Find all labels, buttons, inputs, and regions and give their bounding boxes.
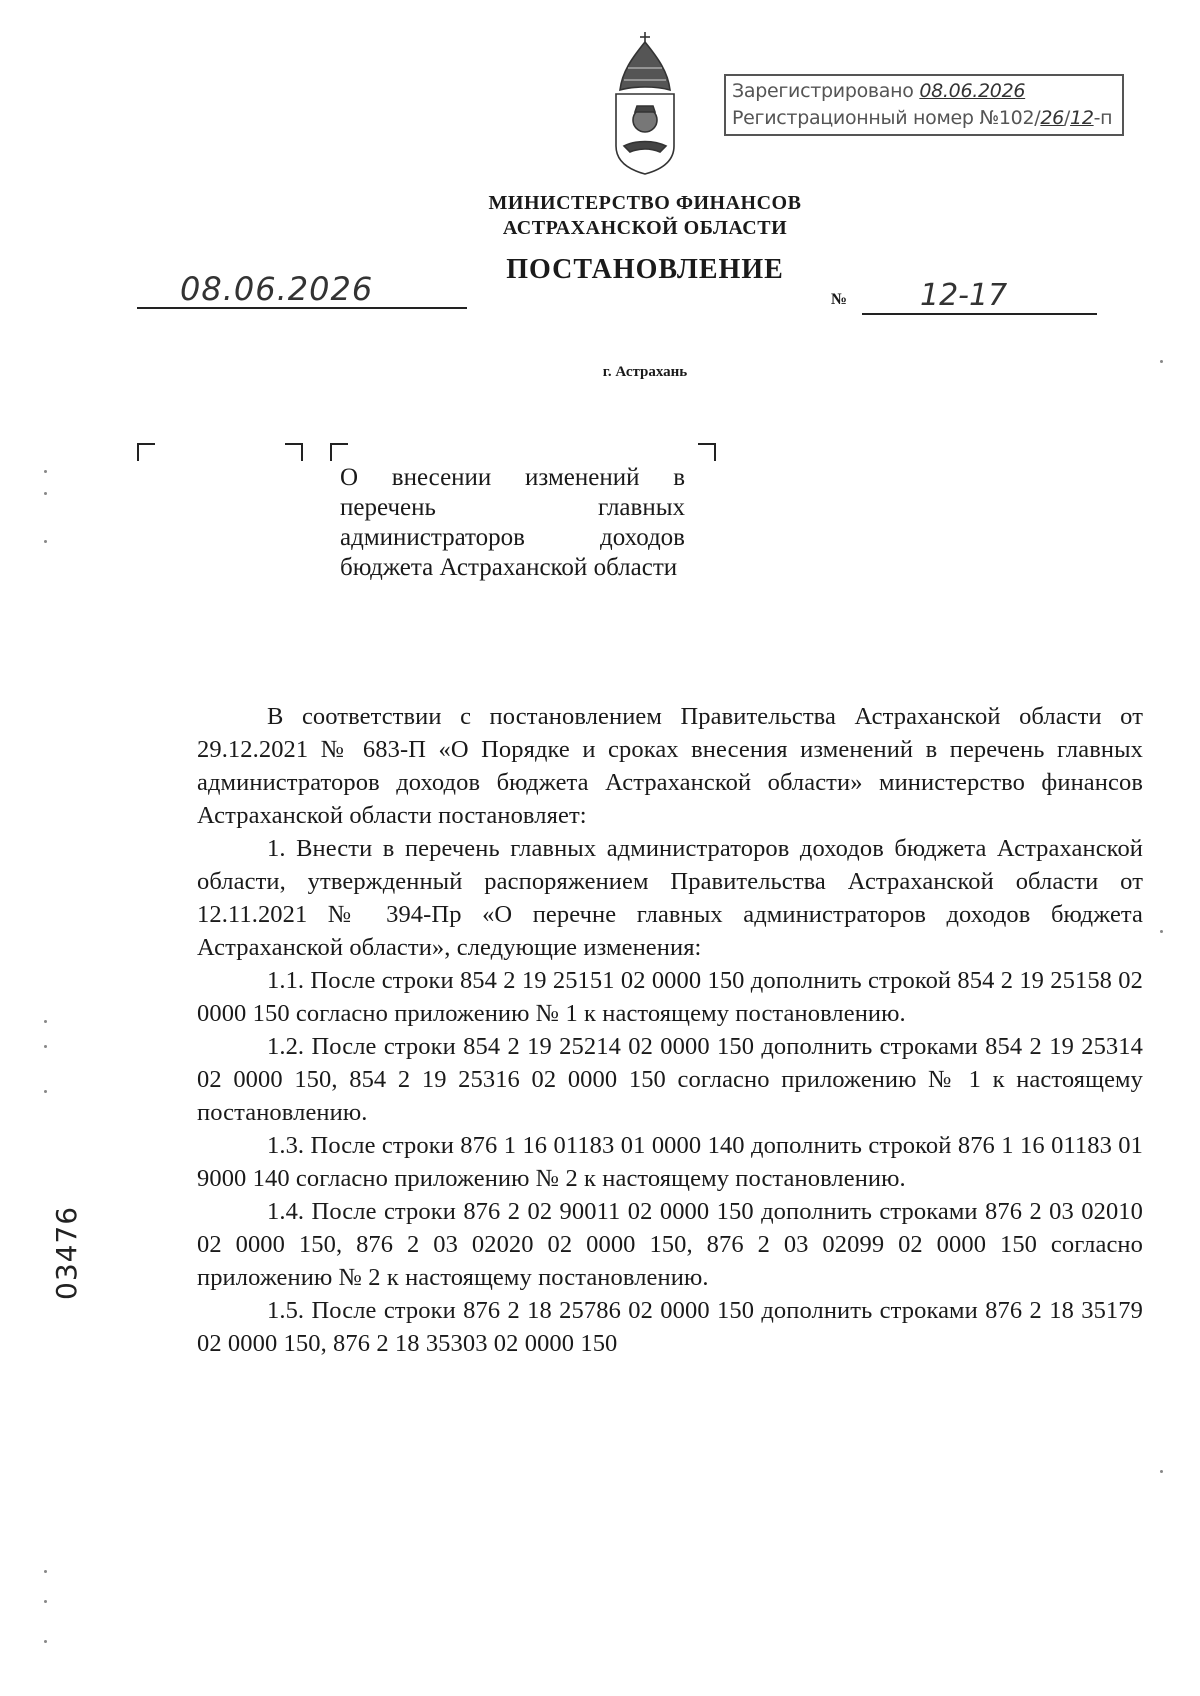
body-paragraph-1-2: 1.2. После строки 854 2 19 25214 02 0000 150 дополнить строками 854 2 19 25314 02 0000 150, 854 2 19 25316 02 0000 150 согласно приложению № 1 к настоящему постановлению. <box>197 1033 1143 1126</box>
registration-stamp <box>724 74 1124 136</box>
corner-mark-top-left <box>137 443 155 461</box>
body-paragraph-1-5: 1.5. После строки 876 2 18 25786 02 0000 150 дополнить строками 876 2 18 35179 02 0000 150, 876 2 18 35303 02 0000 150 <box>197 1297 1143 1357</box>
stamp-line-registered <box>732 78 1116 105</box>
stamp-regnum-number: 12 <box>1070 107 1094 129</box>
body-paragraph-1-4: 1.4. После строки 876 2 02 90011 02 0000 150 дополнить строками 876 2 03 02010 02 0000 150, 876 2 03 02020 02 0000 150, 876 2 03 02099 02 0000 150 согласно приложению № 2 к настоящему постановлению. <box>197 1198 1143 1291</box>
stamp-registered-label: Зарегистрировано <box>732 80 914 102</box>
body-paragraph-preamble: В соответствии с постановлением Правительства Астраханской области от 29.12.2021 № 683-П «О Порядке и сроках внесения изменений в перечень главных администраторов доходов бюджета Астраханской области» министерство финансов Астраханской области постановляет: <box>197 703 1143 829</box>
document-body <box>197 700 1143 1360</box>
corner-mark-top-right-2 <box>698 443 716 461</box>
corner-mark-top-left-2 <box>330 443 348 461</box>
scan-speck <box>1160 1470 1163 1473</box>
scan-speck <box>44 540 47 543</box>
document-type-title: ПОСТАНОВЛЕНИЕ <box>506 254 784 285</box>
body-paragraph-1-3: 1.3. После строки 876 1 16 01183 01 0000 140 дополнить строкой 876 1 16 01183 01 9000 140 согласно приложению № 2 к настоящему постановлению. <box>197 1132 1143 1192</box>
scan-speck <box>44 1045 47 1048</box>
document-number: 12-17 <box>920 278 1008 313</box>
organization-name-line2: АСТРАХАНСКОЙ ОБЛАСТИ <box>502 217 788 239</box>
number-underline <box>862 313 1097 315</box>
scan-speck <box>1160 930 1163 933</box>
scan-speck <box>1160 360 1163 363</box>
scan-speck <box>44 1640 47 1643</box>
scan-speck <box>44 470 47 473</box>
body-paragraph-1-1: 1.1. После строки 854 2 19 25151 02 0000 150 дополнить строкой 854 2 19 25158 02 0000 150 согласно приложению № 1 к настоящему постановлению. <box>197 967 1143 1027</box>
organization-name-line1: МИНИСТЕРСТВО ФИНАНСОВ <box>488 192 802 214</box>
coat-of-arms-emblem <box>610 28 680 178</box>
body-paragraph-1: 1. Внести в перечень главных администраторов доходов бюджета Астраханской области, утвержденный распоряжением Правительства Астраханской области от 12.11.2021 № 394-Пр «О перечне главных администраторов доходов бюджета Астраханской области», следующие изменения: <box>197 835 1143 961</box>
document-subject: О внесении изменений в перечень главных администраторов доходов бюджета Астраханской области <box>340 464 685 581</box>
scan-speck <box>44 1090 47 1093</box>
scan-speck <box>44 1600 47 1603</box>
stamp-line-regnum <box>732 105 1116 132</box>
stamp-regnum-sep: / <box>1063 107 1071 129</box>
stamp-regnum-suffix: -п <box>1093 107 1113 129</box>
document-date: 08.06.2026 <box>180 270 374 308</box>
stamp-regnum-year: 26 <box>1040 107 1064 129</box>
date-underline <box>137 307 467 309</box>
scan-speck <box>44 1020 47 1023</box>
scan-speck <box>44 1570 47 1573</box>
stamp-registered-date: 08.06.2026 <box>919 80 1026 102</box>
city-label: г. Астрахань <box>602 364 688 380</box>
stamp-regnum-label: Регистрационный номер №102/ <box>732 107 1041 129</box>
number-sign: № <box>831 291 848 308</box>
scan-speck <box>44 492 47 495</box>
corner-mark-top-right-1 <box>285 443 303 461</box>
side-registration-number: 03476 <box>50 1205 83 1300</box>
